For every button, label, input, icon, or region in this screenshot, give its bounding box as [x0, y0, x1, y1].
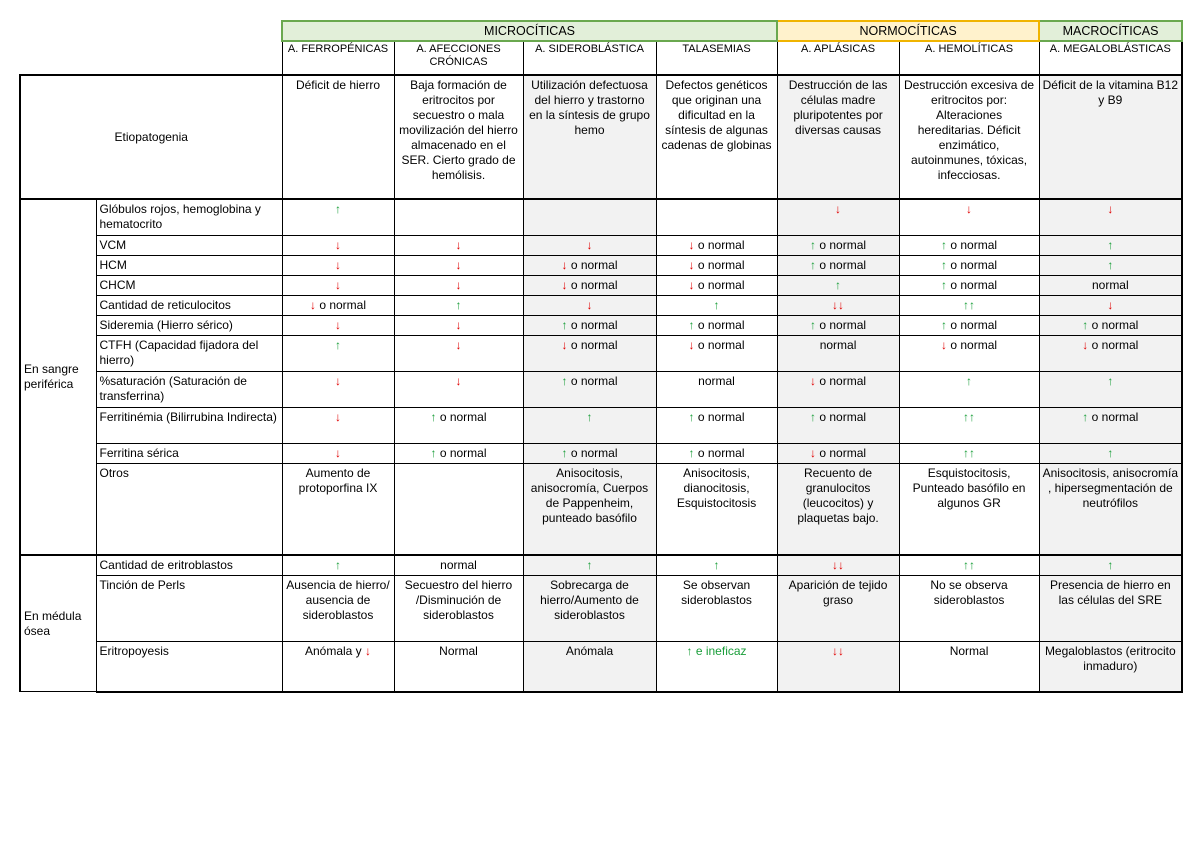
value-cell	[523, 443, 656, 463]
arrow-down-icon: ↓	[455, 237, 462, 252]
value-cell	[394, 443, 523, 463]
cell-text: normal	[1091, 277, 1129, 292]
row-label: %saturación (Saturación de transferrina)	[96, 371, 282, 407]
arrow-up-icon: ↑	[335, 202, 341, 216]
arrow-up-icon: ↑	[941, 237, 948, 252]
value-cell	[394, 642, 523, 692]
cell-text: o normal	[694, 237, 745, 252]
value-cell	[777, 335, 899, 371]
value-cell	[282, 235, 394, 255]
value-cell	[282, 443, 394, 463]
cell-text: o normal	[436, 409, 487, 424]
arrow-down-icon: ↓	[966, 202, 973, 216]
value-cell	[523, 407, 656, 443]
value-cell	[282, 275, 394, 295]
cell-text: Aparición de tejido graso	[788, 578, 888, 607]
value-cell	[282, 295, 394, 315]
arrow-up-icon: ↑	[430, 445, 437, 460]
cell-text: Anisocitosis, dianocitosis, Esquistocitosis	[676, 465, 757, 510]
arrow-down-icon: ↓	[309, 297, 316, 312]
value-cell	[656, 576, 777, 642]
arrow-up-icon: ↑	[941, 317, 948, 332]
etiopatogenia-cell: Utilización defectuosa del hierro y trastorno en la síntesis de grupo hemo	[523, 75, 656, 199]
value-cell	[394, 235, 523, 255]
cell-text: o normal	[947, 237, 998, 252]
cell-text: o normal	[694, 317, 745, 332]
arrow-down-icon: ↓	[455, 277, 462, 292]
arrow-up-icon: ↑	[1107, 373, 1114, 388]
arrow-up-icon: ↑	[561, 317, 568, 332]
cell-text: o normal	[816, 317, 867, 332]
value-cell	[282, 576, 394, 642]
arrow-up-icon: ↑	[810, 409, 817, 424]
etiopatogenia-cell: Destrucción de las células madre pluripotentes por diversas causas	[777, 75, 899, 199]
arrow-down-icon: ↓	[1107, 202, 1114, 216]
arrow-up-icon: ↑	[713, 558, 720, 572]
value-cell	[777, 407, 899, 443]
value-cell	[777, 199, 899, 235]
value-cell	[282, 255, 394, 275]
value-cell	[656, 463, 777, 555]
arrow-down-icon: ↓	[688, 237, 695, 252]
arrow-up-icon: ↑	[1107, 257, 1114, 272]
value-cell	[656, 555, 777, 576]
cell-text: o normal	[947, 317, 998, 332]
group-header-microciticas: MICROCÍTICAS	[282, 21, 777, 41]
column-header: A. FERROPÉNICAS	[282, 41, 394, 75]
arrow-up-icon: ↑	[1107, 237, 1114, 252]
value-cell	[1039, 407, 1182, 443]
section-label-sangre: En sangre periférica	[20, 199, 96, 555]
value-cell	[523, 463, 656, 555]
arrow-up-icon: ↑↑	[963, 297, 976, 312]
cell-text: o normal	[436, 445, 487, 460]
arrow-up-icon: ↑	[561, 373, 568, 388]
value-cell	[523, 335, 656, 371]
cell-text: o normal	[694, 257, 745, 272]
value-cell	[523, 555, 656, 576]
cell-text: Anisocitosis, anisocromía, Cuerpos de Pappenheim, punteado basófilo	[530, 465, 649, 525]
value-cell	[899, 443, 1039, 463]
cell-text: o normal	[947, 277, 998, 292]
cell-text: e ineficaz	[692, 644, 747, 658]
arrow-down-icon: ↓	[455, 337, 462, 352]
arrow-down-icon: ↓	[561, 257, 568, 272]
row-label: Sideremia (Hierro sérico)	[96, 315, 282, 335]
cell-text: Normal	[439, 644, 478, 658]
arrow-down-icon: ↓	[586, 297, 593, 312]
cell-text: o normal	[567, 317, 618, 332]
arrow-up-icon: ↑	[688, 409, 695, 424]
cell-text: Recuento de granulocitos (leucocitos) y plaquetas bajo.	[797, 465, 879, 525]
value-cell	[1039, 642, 1182, 692]
cell-text: o normal	[694, 337, 745, 352]
value-cell	[899, 255, 1039, 275]
cell-text: o normal	[567, 277, 618, 292]
value-cell	[282, 407, 394, 443]
value-cell	[523, 235, 656, 255]
cell-text: Anisocitosis, anisocromía , hipersegmentación de neutrófilos	[1042, 465, 1178, 510]
value-cell	[1039, 275, 1182, 295]
value-cell	[777, 315, 899, 335]
value-cell	[899, 407, 1039, 443]
value-cell	[899, 371, 1039, 407]
cell-text: o normal	[947, 257, 998, 272]
arrow-up-icon: ↑	[335, 558, 341, 572]
cell-text: o normal	[947, 337, 998, 352]
value-cell	[899, 315, 1039, 335]
arrow-down-icon: ↓	[455, 317, 462, 332]
arrow-up-icon: ↑	[561, 445, 568, 460]
arrow-up-icon: ↑	[688, 445, 695, 460]
etiopatogenia-cell: Baja formación de eritrocitos por secuestro o mala movilización del hierro almacenado en el SER. Cierto grado de hemólisis.	[394, 75, 523, 199]
arrow-up-icon: ↑	[586, 409, 593, 424]
value-cell	[899, 555, 1039, 576]
arrow-down-icon: ↓	[688, 337, 695, 352]
arrow-down-icon: ↓	[335, 373, 341, 388]
value-cell	[1039, 555, 1182, 576]
arrow-up-icon: ↑	[966, 373, 973, 388]
cell-text: No se observa sideroblastos	[930, 578, 1008, 607]
cell-text: o normal	[567, 257, 618, 272]
arrow-up-icon: ↑	[1107, 445, 1114, 460]
arrow-up-icon: ↑	[455, 297, 462, 312]
value-cell	[394, 315, 523, 335]
row-label: Ferritinémia (Bilirrubina Indirecta)	[96, 407, 282, 443]
row-label: Ferritina sérica	[96, 443, 282, 463]
value-cell	[899, 295, 1039, 315]
value-cell	[523, 315, 656, 335]
value-cell	[899, 335, 1039, 371]
value-cell	[394, 275, 523, 295]
value-cell	[656, 407, 777, 443]
arrow-up-icon: ↑	[941, 257, 948, 272]
value-cell	[1039, 443, 1182, 463]
arrow-up-icon: ↑	[586, 558, 593, 572]
value-cell	[777, 255, 899, 275]
value-cell	[656, 642, 777, 692]
value-cell	[899, 642, 1039, 692]
value-cell	[282, 642, 394, 692]
column-header: A. MEGALOBLÁSTICAS	[1039, 41, 1182, 75]
arrow-down-icon: ↓↓	[832, 297, 845, 312]
arrow-down-icon: ↓	[335, 445, 341, 460]
column-header: A. HEMOLÍTICAS	[899, 41, 1039, 75]
arrow-down-icon: ↓	[335, 257, 341, 272]
value-cell	[523, 275, 656, 295]
row-label: Tinción de Perls	[96, 576, 282, 642]
cell-text: normal	[819, 337, 857, 352]
arrow-down-icon: ↓	[810, 445, 817, 460]
arrow-down-icon: ↓	[335, 277, 341, 292]
cell-text: normal	[440, 558, 477, 572]
value-cell	[1039, 463, 1182, 555]
value-cell	[899, 576, 1039, 642]
arrow-down-icon: ↓	[455, 373, 462, 388]
value-cell	[1039, 371, 1182, 407]
value-cell	[282, 335, 394, 371]
cell-text: Aumento de protoporfina IX	[298, 465, 378, 495]
value-cell	[1039, 235, 1182, 255]
arrow-up-icon: ↑	[713, 297, 720, 312]
value-cell	[523, 642, 656, 692]
cell-text: Esquistocitosis, Punteado basófilo en algunos GR	[912, 465, 1026, 510]
arrow-down-icon: ↓	[561, 277, 568, 292]
cell-text: o normal	[816, 445, 867, 460]
arrow-up-icon: ↑	[430, 409, 437, 424]
value-cell	[899, 463, 1039, 555]
value-cell	[1039, 255, 1182, 275]
value-cell	[282, 315, 394, 335]
value-cell	[523, 255, 656, 275]
arrow-down-icon: ↓↓	[832, 644, 845, 658]
arrow-up-icon: ↑	[941, 277, 948, 292]
value-cell	[656, 443, 777, 463]
column-header: TALASEMIAS	[656, 41, 777, 75]
cell-text: Anómala	[565, 644, 614, 658]
arrow-up-icon: ↑	[1107, 558, 1114, 572]
value-cell	[899, 199, 1039, 235]
value-cell	[282, 463, 394, 555]
value-cell	[523, 199, 656, 235]
arrow-down-icon: ↓	[335, 237, 341, 252]
cell-text: Presencia de hierro en las células del SRE	[1049, 578, 1171, 607]
row-label: HCM	[96, 255, 282, 275]
section-label-etiopatogenia: Etiopatogenia	[20, 75, 282, 199]
etiopatogenia-cell: Destrucción excesiva de eritrocitos por: Alteraciones hereditarias. Déficit enzimático, autoinmunes, tóxicas, infecciosas.	[899, 75, 1039, 199]
arrow-up-icon: ↑	[1082, 409, 1089, 424]
value-cell	[1039, 315, 1182, 335]
cell-text: o normal	[315, 297, 367, 312]
arrow-up-icon: ↑↑	[963, 445, 976, 460]
arrow-up-icon: ↑	[688, 317, 695, 332]
arrow-up-icon: ↑↑	[963, 558, 976, 572]
arrow-up-icon: ↑	[335, 337, 341, 352]
row-label: CHCM	[96, 275, 282, 295]
cell-text: Sobrecarga de hierro/Aumento de sideroblastos	[540, 578, 639, 622]
arrow-down-icon: ↓	[586, 237, 593, 252]
cell-text: o normal	[816, 373, 867, 388]
value-cell	[1039, 335, 1182, 371]
value-cell	[1039, 576, 1182, 642]
arrow-up-icon: ↑	[810, 317, 817, 332]
value-cell	[777, 555, 899, 576]
row-label: Otros	[96, 463, 282, 555]
etiopatogenia-cell: Defectos genéticos que originan una dificultad en la síntesis de algunas cadenas de globinas	[656, 75, 777, 199]
value-cell	[394, 555, 523, 576]
cell-text: Megaloblastos (eritrocito inmaduro)	[1044, 644, 1176, 673]
cell-text: o normal	[694, 409, 745, 424]
value-cell	[777, 463, 899, 555]
cell-text: Ausencia de hierro/ ausencia de sideroblastos	[286, 578, 390, 622]
arrow-down-icon: ↓	[835, 202, 842, 216]
cell-text: o normal	[1088, 409, 1139, 424]
cell-text: o normal	[816, 237, 867, 252]
anemia-classification-table	[19, 20, 1183, 693]
value-cell	[394, 407, 523, 443]
value-cell	[1039, 199, 1182, 235]
row-label: Cantidad de reticulocitos	[96, 295, 282, 315]
value-cell	[523, 371, 656, 407]
value-cell	[394, 295, 523, 315]
arrow-down-icon: ↓	[1107, 297, 1114, 312]
row-label: Eritropoyesis	[96, 642, 282, 692]
cell-text: o normal	[567, 337, 618, 352]
value-cell	[777, 235, 899, 255]
value-cell	[899, 275, 1039, 295]
arrow-down-icon: ↓	[688, 257, 695, 272]
value-cell	[777, 295, 899, 315]
value-cell	[777, 642, 899, 692]
value-cell	[656, 199, 777, 235]
arrow-up-icon: ↑	[835, 277, 842, 292]
row-label: VCM	[96, 235, 282, 255]
row-label: Cantidad de eritroblastos	[96, 555, 282, 576]
cell-text: o normal	[567, 373, 618, 388]
arrow-down-icon: ↓	[1082, 337, 1089, 352]
value-cell	[777, 576, 899, 642]
group-header-normociticas: NORMOCÍTICAS	[777, 21, 1039, 41]
value-cell	[656, 371, 777, 407]
value-cell	[282, 199, 394, 235]
value-cell	[394, 576, 523, 642]
value-cell	[394, 335, 523, 371]
arrow-down-icon: ↓	[561, 337, 568, 352]
arrow-down-icon: ↓	[688, 277, 695, 292]
arrow-down-icon: ↓	[455, 257, 462, 272]
cell-text: Se observan sideroblastos	[681, 578, 752, 607]
arrow-up-icon: ↑	[686, 644, 693, 658]
value-cell	[1039, 295, 1182, 315]
arrow-down-icon: ↓	[810, 373, 817, 388]
value-cell	[523, 295, 656, 315]
arrow-up-icon: ↑	[810, 257, 817, 272]
value-cell	[656, 335, 777, 371]
value-cell	[656, 315, 777, 335]
cell-text: o normal	[1088, 337, 1139, 352]
blank-corner	[20, 41, 282, 75]
cell-text: o normal	[694, 445, 745, 460]
cell-text: o normal	[816, 409, 867, 424]
etiopatogenia-cell: Déficit de hierro	[282, 75, 394, 199]
arrow-down-icon: ↓↓	[832, 558, 845, 572]
column-header: A. SIDEROBLÁSTICA	[523, 41, 656, 75]
column-header: A. APLÁSICAS	[777, 41, 899, 75]
value-cell	[394, 255, 523, 275]
blank-corner	[20, 21, 282, 41]
value-cell	[899, 235, 1039, 255]
cell-text: o normal	[567, 445, 618, 460]
cell-text: normal	[698, 373, 735, 388]
value-cell	[394, 463, 523, 555]
cell-text: o normal	[816, 257, 867, 272]
value-cell	[777, 371, 899, 407]
arrow-up-icon: ↑↑	[963, 409, 976, 424]
arrow-up-icon: ↑	[1082, 317, 1089, 332]
arrow-down-icon: ↓	[335, 317, 341, 332]
row-label: Glóbulos rojos, hemoglobina y hematocrito	[96, 199, 282, 235]
cell-text: Anómala y	[304, 644, 366, 658]
value-cell	[282, 371, 394, 407]
value-cell	[777, 275, 899, 295]
value-cell	[523, 576, 656, 642]
cell-text: Normal	[949, 644, 989, 658]
cell-text: Secuestro del hierro /Disminución de sideroblastos	[404, 578, 513, 622]
arrow-down-icon: ↓	[335, 409, 341, 424]
value-cell	[394, 371, 523, 407]
value-cell	[394, 199, 523, 235]
value-cell	[656, 255, 777, 275]
column-header: A. AFECCIONES CRÓNICAS	[394, 41, 523, 75]
value-cell	[656, 295, 777, 315]
value-cell	[656, 275, 777, 295]
etiopatogenia-cell: Déficit de la vitamina B12 y B9	[1039, 75, 1182, 199]
group-header-macrociticas: MACROCÍTICAS	[1039, 21, 1182, 41]
arrow-down-icon: ↓	[365, 644, 372, 658]
cell-text: o normal	[1088, 317, 1139, 332]
value-cell	[777, 443, 899, 463]
value-cell	[282, 555, 394, 576]
arrow-down-icon: ↓	[941, 337, 948, 352]
arrow-up-icon: ↑	[810, 237, 817, 252]
value-cell	[656, 235, 777, 255]
cell-text: o normal	[694, 277, 745, 292]
row-label: CTFH (Capacidad fijadora del hierro)	[96, 335, 282, 371]
section-label-medula: En médula ósea	[20, 555, 96, 692]
